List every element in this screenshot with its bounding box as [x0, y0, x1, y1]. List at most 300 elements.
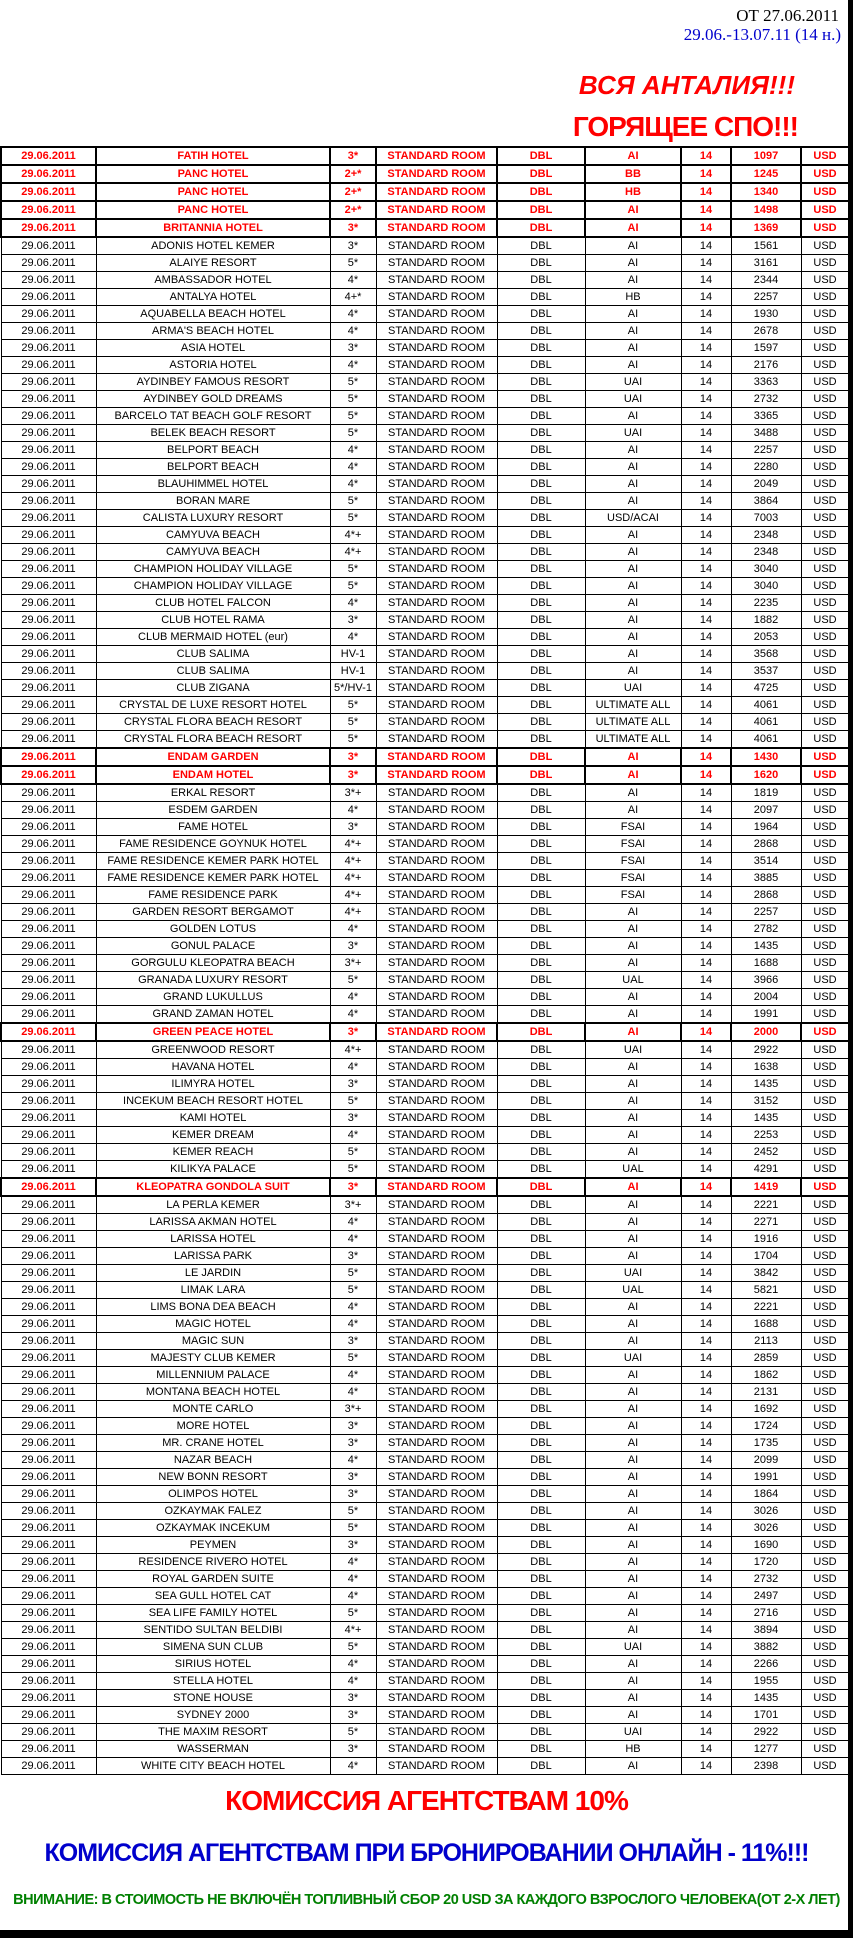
cell-nights: 14 — [681, 1741, 731, 1758]
cell-hotel-name: KAMI HOTEL — [96, 1110, 330, 1127]
cell-meal-plan: AI — [585, 1486, 681, 1503]
cell-room-type: STANDARD ROOM — [376, 255, 497, 272]
table-row — [1, 306, 849, 323]
cell-star-rating: 2+* — [330, 201, 376, 219]
cell-currency: USD — [801, 1724, 849, 1741]
cell-date: 29.06.2011 — [1, 1316, 96, 1333]
cell-meal-plan: UAI — [585, 1724, 681, 1741]
cell-date: 29.06.2011 — [1, 629, 96, 646]
cell-date: 29.06.2011 — [1, 183, 96, 201]
cell-date: 29.06.2011 — [1, 714, 96, 731]
cell-currency: USD — [801, 1093, 849, 1110]
cell-room-type: STANDARD ROOM — [376, 147, 497, 165]
cell-room-type: STANDARD ROOM — [376, 1110, 497, 1127]
cell-price: 2922 — [731, 1041, 801, 1059]
cell-currency: USD — [801, 629, 849, 646]
cell-occupancy: DBL — [497, 1758, 585, 1775]
cell-nights: 14 — [681, 836, 731, 853]
cell-hotel-name: INCEKUM BEACH RESORT HOTEL — [96, 1093, 330, 1110]
cell-price: 2257 — [731, 904, 801, 921]
cell-occupancy: DBL — [497, 1196, 585, 1214]
cell-price: 1882 — [731, 612, 801, 629]
cell-hotel-name: ESDEM GARDEN — [96, 802, 330, 819]
cell-nights: 14 — [681, 1178, 731, 1196]
cell-date: 29.06.2011 — [1, 1006, 96, 1024]
cell-occupancy: DBL — [497, 1656, 585, 1673]
cell-room-type: STANDARD ROOM — [376, 629, 497, 646]
cell-nights: 14 — [681, 1248, 731, 1265]
cell-nights: 14 — [681, 323, 731, 340]
cell-price: 2344 — [731, 272, 801, 289]
cell-currency: USD — [801, 972, 849, 989]
cell-price: 1864 — [731, 1486, 801, 1503]
cell-price: 2131 — [731, 1384, 801, 1401]
cell-nights: 14 — [681, 476, 731, 493]
cell-meal-plan: AI — [585, 938, 681, 955]
cell-price: 2053 — [731, 629, 801, 646]
cell-price: 2859 — [731, 1350, 801, 1367]
cell-price: 2049 — [731, 476, 801, 493]
cell-room-type: STANDARD ROOM — [376, 1656, 497, 1673]
cell-occupancy: DBL — [497, 1469, 585, 1486]
cell-nights: 14 — [681, 306, 731, 323]
table-row — [1, 784, 849, 802]
cell-date: 29.06.2011 — [1, 442, 96, 459]
cell-room-type: STANDARD ROOM — [376, 183, 497, 201]
cell-price: 5821 — [731, 1282, 801, 1299]
cell-nights: 14 — [681, 1041, 731, 1059]
table-row-hot-offer — [1, 183, 849, 201]
cell-currency: USD — [801, 1554, 849, 1571]
cell-room-type: STANDARD ROOM — [376, 1724, 497, 1741]
cell-star-rating: 5* — [330, 1639, 376, 1656]
cell-price: 1930 — [731, 306, 801, 323]
cell-star-rating: 5* — [330, 697, 376, 714]
cell-hotel-name: CLUB SALIMA — [96, 646, 330, 663]
cell-date: 29.06.2011 — [1, 972, 96, 989]
cell-room-type: STANDARD ROOM — [376, 1178, 497, 1196]
cell-occupancy: DBL — [497, 1144, 585, 1161]
cell-currency: USD — [801, 340, 849, 357]
cell-room-type: STANDARD ROOM — [376, 425, 497, 442]
cell-meal-plan: AI — [585, 1605, 681, 1622]
cell-room-type: STANDARD ROOM — [376, 340, 497, 357]
cell-date: 29.06.2011 — [1, 374, 96, 391]
cell-date: 29.06.2011 — [1, 340, 96, 357]
cell-hotel-name: BARCELO TAT BEACH GOLF RESORT — [96, 408, 330, 425]
cell-currency: USD — [801, 1435, 849, 1452]
cell-occupancy: DBL — [497, 1299, 585, 1316]
cell-occupancy: DBL — [497, 921, 585, 938]
table-row — [1, 1144, 849, 1161]
cell-occupancy: DBL — [497, 165, 585, 183]
cell-currency: USD — [801, 561, 849, 578]
cell-hotel-name: CRYSTAL DE LUXE RESORT HOTEL — [96, 697, 330, 714]
cell-currency: USD — [801, 1178, 849, 1196]
cell-meal-plan: AI — [585, 802, 681, 819]
table-row — [1, 1127, 849, 1144]
cell-currency: USD — [801, 289, 849, 306]
cell-occupancy: DBL — [497, 1673, 585, 1690]
cell-room-type: STANDARD ROOM — [376, 1299, 497, 1316]
cell-date: 29.06.2011 — [1, 1059, 96, 1076]
cell-date: 29.06.2011 — [1, 1282, 96, 1299]
cell-currency: USD — [801, 1384, 849, 1401]
cell-occupancy: DBL — [497, 748, 585, 766]
cell-price: 1862 — [731, 1367, 801, 1384]
cell-currency: USD — [801, 1127, 849, 1144]
cell-occupancy: DBL — [497, 784, 585, 802]
cell-room-type: STANDARD ROOM — [376, 1316, 497, 1333]
cell-room-type: STANDARD ROOM — [376, 1758, 497, 1775]
cell-meal-plan: AI — [585, 1248, 681, 1265]
cell-hotel-name: GREENWOOD RESORT — [96, 1041, 330, 1059]
cell-currency: USD — [801, 219, 849, 237]
cell-meal-plan: AI — [585, 1144, 681, 1161]
cell-nights: 14 — [681, 183, 731, 201]
cell-star-rating: 3*+ — [330, 955, 376, 972]
cell-room-type: STANDARD ROOM — [376, 1673, 497, 1690]
cell-occupancy: DBL — [497, 870, 585, 887]
cell-currency: USD — [801, 1486, 849, 1503]
cell-hotel-name: LARISSA AKMAN HOTEL — [96, 1214, 330, 1231]
table-row — [1, 972, 849, 989]
price-table-body — [1, 147, 849, 1775]
cell-star-rating: 4* — [330, 1554, 376, 1571]
cell-meal-plan: FSAI — [585, 853, 681, 870]
cell-hotel-name: FATIH HOTEL — [96, 147, 330, 165]
cell-price: 1369 — [731, 219, 801, 237]
cell-meal-plan: HB — [585, 289, 681, 306]
cell-date: 29.06.2011 — [1, 510, 96, 527]
cell-date: 29.06.2011 — [1, 1588, 96, 1605]
cell-currency: USD — [801, 921, 849, 938]
cell-meal-plan: AI — [585, 459, 681, 476]
cell-hotel-name: OZKAYMAK INCEKUM — [96, 1520, 330, 1537]
table-row — [1, 1639, 849, 1656]
cell-meal-plan: AI — [585, 1418, 681, 1435]
cell-hotel-name: ARMA'S BEACH HOTEL — [96, 323, 330, 340]
cell-hotel-name: CRYSTAL FLORA BEACH RESORT — [96, 714, 330, 731]
cell-star-rating: 3* — [330, 1248, 376, 1265]
cell-date: 29.06.2011 — [1, 165, 96, 183]
cell-hotel-name: MONTE CARLO — [96, 1401, 330, 1418]
cell-hotel-name: CLUB SALIMA — [96, 663, 330, 680]
cell-star-rating: 4* — [330, 1588, 376, 1605]
cell-hotel-name: ERKAL RESORT — [96, 784, 330, 802]
cell-star-rating: 5* — [330, 425, 376, 442]
cell-room-type: STANDARD ROOM — [376, 289, 497, 306]
cell-price: 2099 — [731, 1452, 801, 1469]
cell-nights: 14 — [681, 1758, 731, 1775]
cell-nights: 14 — [681, 1127, 731, 1144]
cell-currency: USD — [801, 510, 849, 527]
cell-currency: USD — [801, 819, 849, 836]
table-row — [1, 1350, 849, 1367]
cell-price: 3161 — [731, 255, 801, 272]
cell-price: 3885 — [731, 870, 801, 887]
cell-currency: USD — [801, 201, 849, 219]
cell-star-rating: 5* — [330, 510, 376, 527]
cell-nights: 14 — [681, 442, 731, 459]
cell-date: 29.06.2011 — [1, 853, 96, 870]
cell-meal-plan: AI — [585, 1588, 681, 1605]
cell-date: 29.06.2011 — [1, 476, 96, 493]
cell-hotel-name: CLUB MERMAID HOTEL (eur) — [96, 629, 330, 646]
cell-star-rating: 4* — [330, 357, 376, 374]
cell-nights: 14 — [681, 408, 731, 425]
cell-star-rating: HV-1 — [330, 646, 376, 663]
cell-star-rating: 5* — [330, 1161, 376, 1179]
cell-occupancy: DBL — [497, 255, 585, 272]
cell-date: 29.06.2011 — [1, 1299, 96, 1316]
cell-currency: USD — [801, 1265, 849, 1282]
cell-currency: USD — [801, 1231, 849, 1248]
cell-nights: 14 — [681, 289, 731, 306]
cell-star-rating: 3* — [330, 819, 376, 836]
cell-occupancy: DBL — [497, 357, 585, 374]
cell-currency: USD — [801, 527, 849, 544]
cell-price: 3842 — [731, 1265, 801, 1282]
cell-nights: 14 — [681, 1418, 731, 1435]
cell-room-type: STANDARD ROOM — [376, 357, 497, 374]
cell-nights: 14 — [681, 802, 731, 819]
cell-hotel-name: WASSERMAN — [96, 1741, 330, 1758]
cell-nights: 14 — [681, 989, 731, 1006]
cell-date: 29.06.2011 — [1, 1452, 96, 1469]
cell-occupancy: DBL — [497, 306, 585, 323]
cell-price: 3026 — [731, 1520, 801, 1537]
cell-room-type: STANDARD ROOM — [376, 219, 497, 237]
cell-occupancy: DBL — [497, 1401, 585, 1418]
cell-price: 1704 — [731, 1248, 801, 1265]
cell-nights: 14 — [681, 1144, 731, 1161]
cell-star-rating: 4* — [330, 1214, 376, 1231]
cell-hotel-name: CLUB ZIGANA — [96, 680, 330, 697]
table-row — [1, 853, 849, 870]
cell-hotel-name: ALAIYE RESORT — [96, 255, 330, 272]
table-row — [1, 1248, 849, 1265]
table-row — [1, 836, 849, 853]
cell-occupancy: DBL — [497, 1282, 585, 1299]
cell-currency: USD — [801, 578, 849, 595]
cell-room-type: STANDARD ROOM — [376, 1248, 497, 1265]
cell-date: 29.06.2011 — [1, 1127, 96, 1144]
cell-occupancy: DBL — [497, 1690, 585, 1707]
cell-meal-plan: UAL — [585, 1282, 681, 1299]
cell-star-rating: 4* — [330, 476, 376, 493]
cell-occupancy: DBL — [497, 1110, 585, 1127]
cell-date: 29.06.2011 — [1, 1656, 96, 1673]
cell-price: 2348 — [731, 527, 801, 544]
cell-room-type: STANDARD ROOM — [376, 459, 497, 476]
cell-currency: USD — [801, 1282, 849, 1299]
cell-room-type: STANDARD ROOM — [376, 408, 497, 425]
cell-meal-plan: AI — [585, 595, 681, 612]
cell-meal-plan: AI — [585, 527, 681, 544]
table-row — [1, 802, 849, 819]
cell-date: 29.06.2011 — [1, 836, 96, 853]
cell-occupancy: DBL — [497, 1418, 585, 1435]
cell-nights: 14 — [681, 1367, 731, 1384]
cell-meal-plan: AI — [585, 1384, 681, 1401]
cell-meal-plan: AI — [585, 561, 681, 578]
cell-nights: 14 — [681, 1093, 731, 1110]
cell-occupancy: DBL — [497, 1571, 585, 1588]
cell-hotel-name: CLUB HOTEL RAMA — [96, 612, 330, 629]
cell-hotel-name: LARISSA HOTEL — [96, 1231, 330, 1248]
cell-nights: 14 — [681, 1161, 731, 1179]
cell-hotel-name: CAMYUVA BEACH — [96, 527, 330, 544]
cell-date: 29.06.2011 — [1, 459, 96, 476]
cell-currency: USD — [801, 1196, 849, 1214]
cell-date: 29.06.2011 — [1, 921, 96, 938]
cell-price: 2732 — [731, 1571, 801, 1588]
cell-room-type: STANDARD ROOM — [376, 1639, 497, 1656]
cell-nights: 14 — [681, 459, 731, 476]
issue-date: ОТ 27.06.2011 — [736, 6, 839, 25]
cell-meal-plan: AI — [585, 1452, 681, 1469]
cell-nights: 14 — [681, 425, 731, 442]
cell-date: 29.06.2011 — [1, 493, 96, 510]
cell-room-type: STANDARD ROOM — [376, 1333, 497, 1350]
cell-currency: USD — [801, 1401, 849, 1418]
cell-hotel-name: SEA LIFE FAMILY HOTEL — [96, 1605, 330, 1622]
cell-nights: 14 — [681, 680, 731, 697]
cell-nights: 14 — [681, 1350, 731, 1367]
cell-occupancy: DBL — [497, 1093, 585, 1110]
cell-meal-plan: AI — [585, 1214, 681, 1231]
cell-price: 1688 — [731, 1316, 801, 1333]
table-row — [1, 1299, 849, 1316]
cell-date: 29.06.2011 — [1, 1231, 96, 1248]
cell-date: 29.06.2011 — [1, 1023, 96, 1041]
table-row — [1, 289, 849, 306]
cell-occupancy: DBL — [497, 1041, 585, 1059]
cell-date: 29.06.2011 — [1, 1196, 96, 1214]
cell-occupancy: DBL — [497, 183, 585, 201]
cell-star-rating: 5* — [330, 1350, 376, 1367]
cell-occupancy: DBL — [497, 836, 585, 853]
cell-meal-plan: AI — [585, 306, 681, 323]
cell-date: 29.06.2011 — [1, 544, 96, 561]
cell-star-rating: 3* — [330, 1537, 376, 1554]
cell-nights: 14 — [681, 147, 731, 165]
cell-meal-plan: AI — [585, 663, 681, 680]
cell-meal-plan: UAI — [585, 391, 681, 408]
cell-date: 29.06.2011 — [1, 887, 96, 904]
cell-occupancy: DBL — [497, 1622, 585, 1639]
cell-room-type: STANDARD ROOM — [376, 1231, 497, 1248]
cell-star-rating: 5* — [330, 408, 376, 425]
table-row — [1, 1588, 849, 1605]
cell-nights: 14 — [681, 595, 731, 612]
cell-nights: 14 — [681, 1231, 731, 1248]
cell-price: 2253 — [731, 1127, 801, 1144]
cell-nights: 14 — [681, 165, 731, 183]
cell-occupancy: DBL — [497, 938, 585, 955]
cell-star-rating: 4* — [330, 306, 376, 323]
cell-occupancy: DBL — [497, 340, 585, 357]
cell-currency: USD — [801, 1144, 849, 1161]
cell-price: 2678 — [731, 323, 801, 340]
cell-star-rating: 5* — [330, 972, 376, 989]
cell-meal-plan: AI — [585, 1622, 681, 1639]
cell-room-type: STANDARD ROOM — [376, 853, 497, 870]
cell-occupancy: DBL — [497, 1707, 585, 1724]
cell-nights: 14 — [681, 646, 731, 663]
table-row-hot-offer — [1, 219, 849, 237]
cell-nights: 14 — [681, 510, 731, 527]
cell-hotel-name: SENTIDO SULTAN BELDIBI — [96, 1622, 330, 1639]
cell-room-type: STANDARD ROOM — [376, 323, 497, 340]
cell-nights: 14 — [681, 870, 731, 887]
cell-occupancy: DBL — [497, 646, 585, 663]
cell-meal-plan: AI — [585, 1093, 681, 1110]
cell-occupancy: DBL — [497, 237, 585, 255]
table-row — [1, 408, 849, 425]
cell-hotel-name: WHITE CITY BEACH HOTEL — [96, 1758, 330, 1775]
cell-room-type: STANDARD ROOM — [376, 1741, 497, 1758]
cell-meal-plan: AI — [585, 784, 681, 802]
cell-nights: 14 — [681, 731, 731, 749]
cell-occupancy: DBL — [497, 663, 585, 680]
cell-occupancy: DBL — [497, 493, 585, 510]
cell-room-type: STANDARD ROOM — [376, 1469, 497, 1486]
cell-room-type: STANDARD ROOM — [376, 1520, 497, 1537]
cell-occupancy: DBL — [497, 510, 585, 527]
cell-currency: USD — [801, 1469, 849, 1486]
cell-currency: USD — [801, 612, 849, 629]
cell-date: 29.06.2011 — [1, 561, 96, 578]
cell-star-rating: 4* — [330, 1006, 376, 1024]
cell-nights: 14 — [681, 391, 731, 408]
cell-price: 2266 — [731, 1656, 801, 1673]
cell-nights: 14 — [681, 1299, 731, 1316]
table-row — [1, 1503, 849, 1520]
cell-room-type: STANDARD ROOM — [376, 1588, 497, 1605]
cell-currency: USD — [801, 1333, 849, 1350]
table-row — [1, 697, 849, 714]
cell-hotel-name: CHAMPION HOLIDAY VILLAGE — [96, 561, 330, 578]
cell-price: 4725 — [731, 680, 801, 697]
cell-occupancy: DBL — [497, 425, 585, 442]
cell-meal-plan: AI — [585, 1299, 681, 1316]
cell-room-type: STANDARD ROOM — [376, 1554, 497, 1571]
cell-price: 2097 — [731, 802, 801, 819]
table-row — [1, 1418, 849, 1435]
table-row — [1, 1673, 849, 1690]
table-row — [1, 425, 849, 442]
cell-price: 3365 — [731, 408, 801, 425]
cell-currency: USD — [801, 1707, 849, 1724]
cell-meal-plan: UAI — [585, 1041, 681, 1059]
cell-hotel-name: FAME HOTEL — [96, 819, 330, 836]
cell-meal-plan: AI — [585, 1673, 681, 1690]
cell-nights: 14 — [681, 1469, 731, 1486]
cell-room-type: STANDARD ROOM — [376, 1367, 497, 1384]
cell-meal-plan: UAI — [585, 425, 681, 442]
cell-hotel-name: BELPORT BEACH — [96, 459, 330, 476]
cell-meal-plan: AI — [585, 1469, 681, 1486]
cell-nights: 14 — [681, 1401, 731, 1418]
cell-date: 29.06.2011 — [1, 1178, 96, 1196]
cell-nights: 14 — [681, 972, 731, 989]
cell-star-rating: 4*+ — [330, 870, 376, 887]
cell-price: 3537 — [731, 663, 801, 680]
cell-occupancy: DBL — [497, 904, 585, 921]
cell-date: 29.06.2011 — [1, 527, 96, 544]
